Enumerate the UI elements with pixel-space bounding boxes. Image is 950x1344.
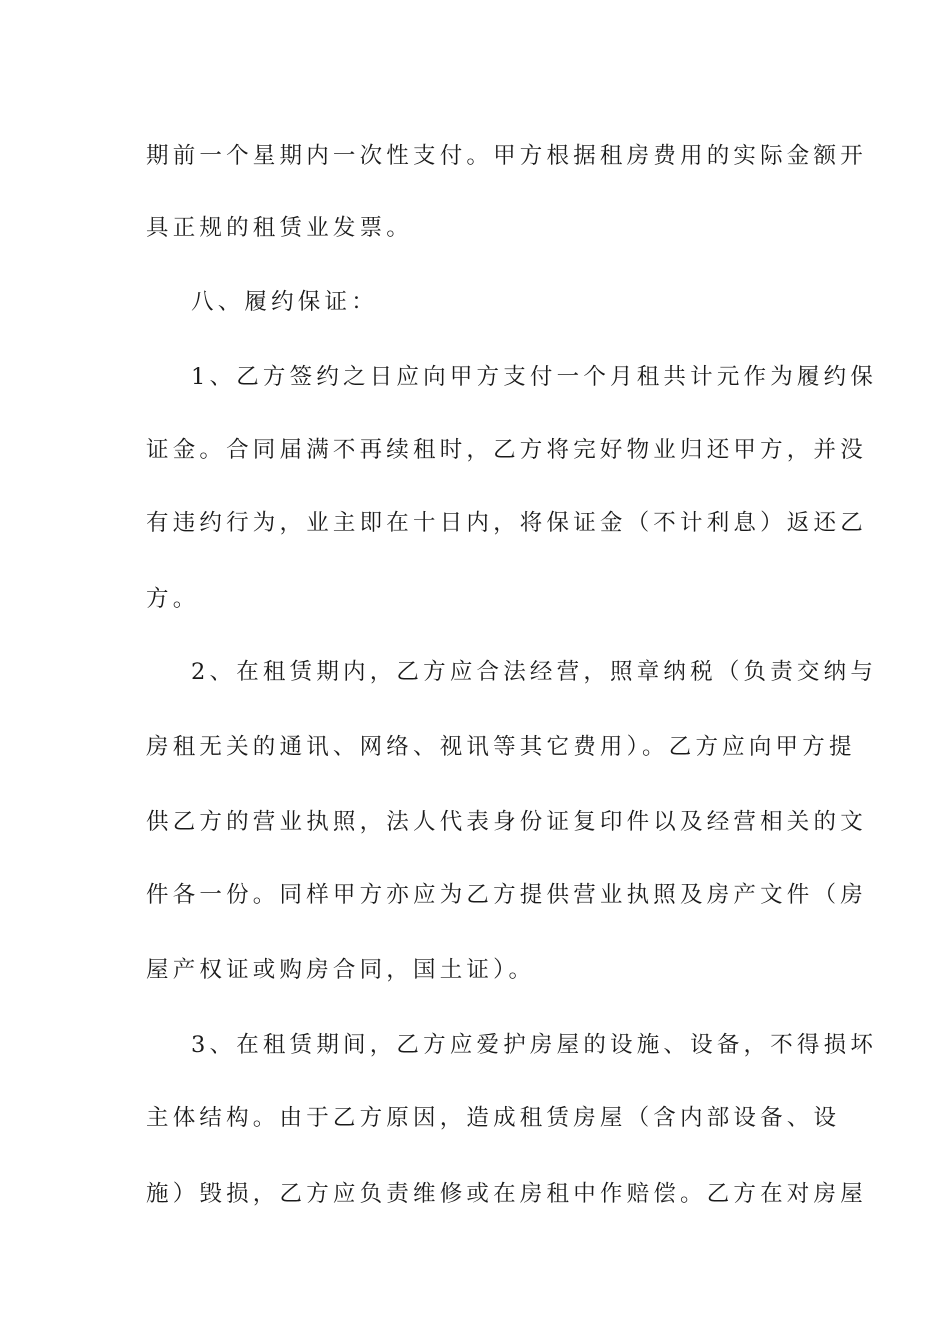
section-heading: 八、履约保证：	[191, 289, 378, 315]
paragraph-line: 供乙方的营业执照，法人代表身份证复印件以及经营相关的文	[146, 809, 867, 835]
paragraph-line: 有违约行为，业主即在十日内，将保证金（不计利息）返还乙	[146, 510, 867, 536]
paragraph-line: 件各一份。同样甲方亦应为乙方提供营业执照及房产文件（房	[146, 882, 867, 908]
paragraph-line: 1、乙方签约之日应向甲方支付一个月租共计元作为履约保	[191, 364, 878, 390]
paragraph-line: 方。	[146, 586, 200, 612]
paragraph-line: 屋产权证或购房合同，国土证）。	[146, 957, 536, 983]
paragraph-line: 证金。合同届满不再续租时，乙方将完好物业归还甲方，并没	[146, 437, 867, 463]
paragraph-line: 期前一个星期内一次性支付。甲方根据租房费用的实际金额开	[146, 143, 867, 169]
paragraph-line: 主体结构。由于乙方原因，造成租赁房屋（含内部设备、设	[146, 1105, 841, 1131]
paragraph-line: 3、在租赁期间，乙方应爱护房屋的设施、设备，不得损坏	[191, 1032, 878, 1058]
paragraph-line: 具正规的租赁业发票。	[146, 215, 414, 241]
paragraph-line: 2、在租赁期内，乙方应合法经营，照章纳税（负责交纳与	[191, 659, 878, 685]
paragraph-line: 房租无关的通讯、网络、视讯等其它费用）。乙方应向甲方提	[146, 734, 856, 760]
paragraph-line: 施）毁损，乙方应负责维修或在房租中作赔偿。乙方在对房屋	[146, 1181, 867, 1207]
